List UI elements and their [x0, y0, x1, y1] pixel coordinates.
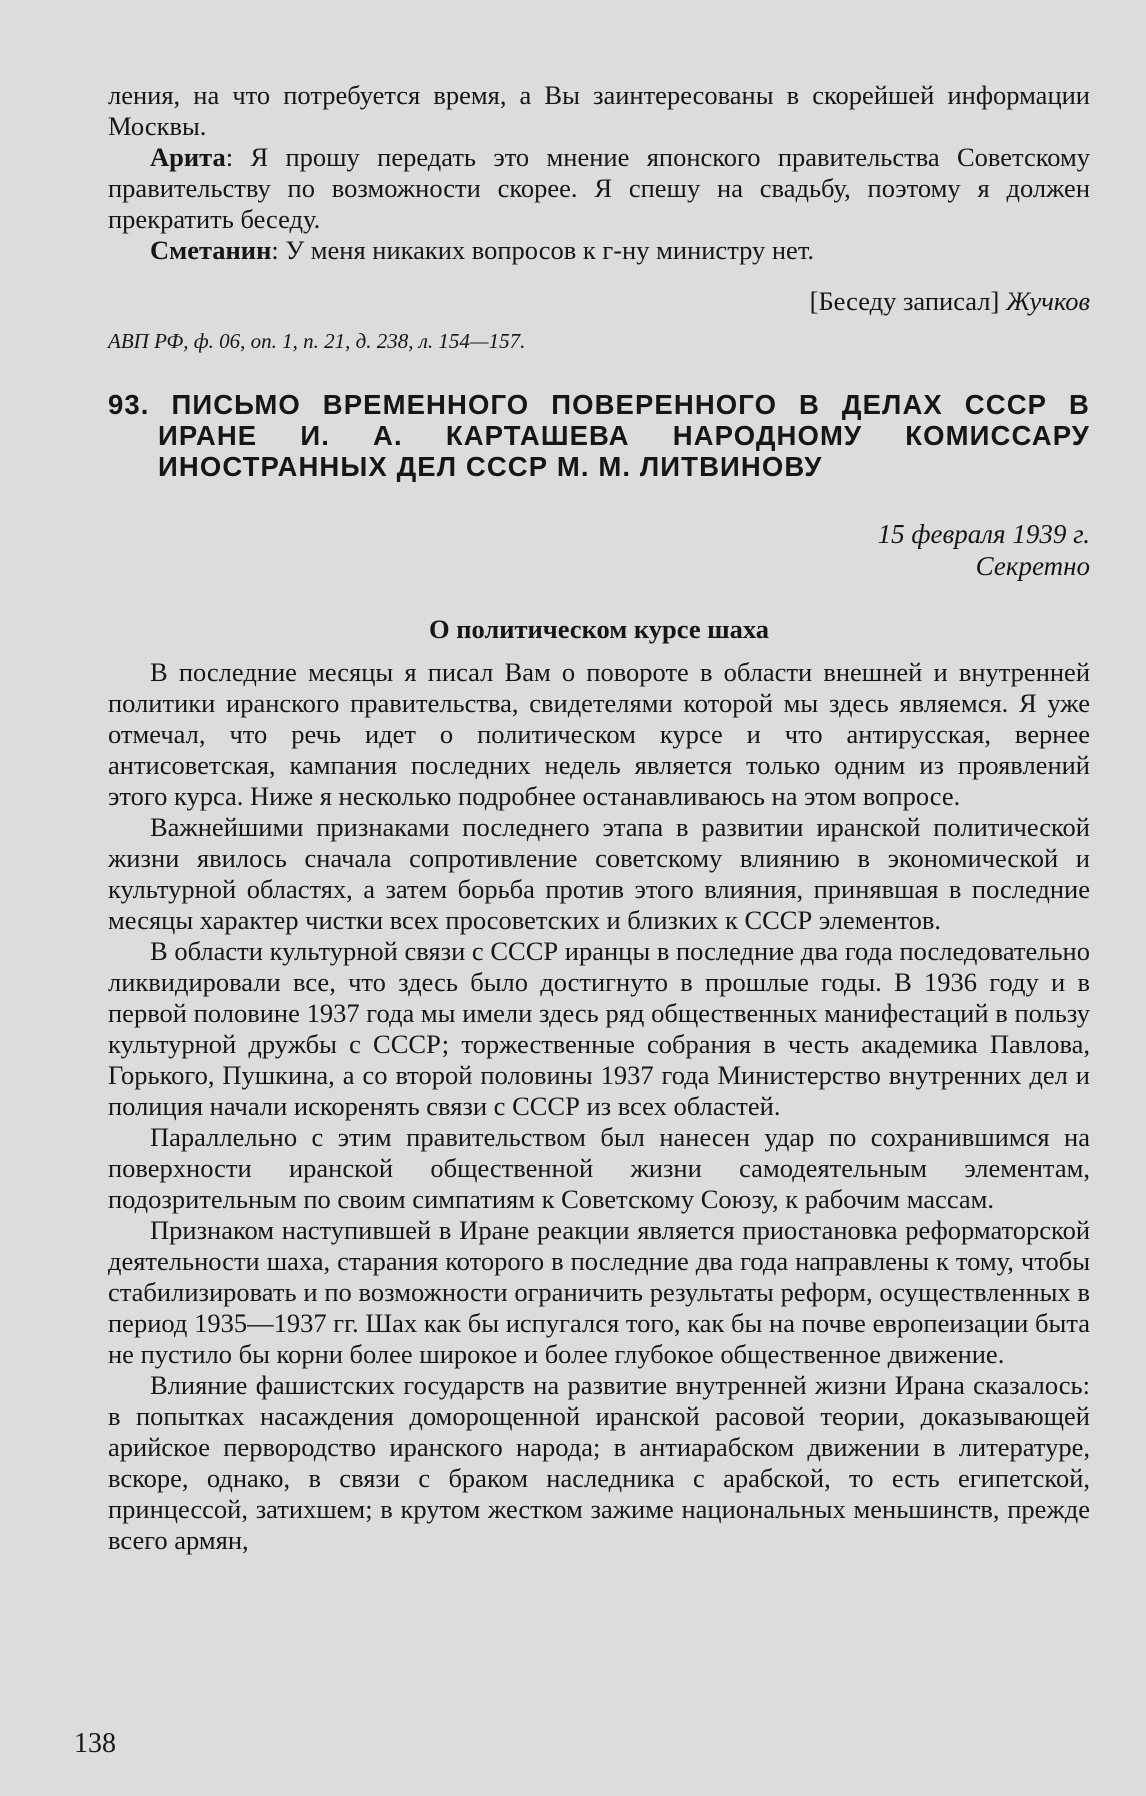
- body-paragraph: Параллельно с этим правительством был нанесен удар по сохранившимся на поверхности иранской общественной жизни самодеятельным элементам, подозрительным по своим симпатиям к Советскому Союзу, к рабочим массам.: [108, 1122, 1090, 1214]
- arita-remark: [108, 142, 1090, 235]
- classification-mark: Секретно: [975, 551, 1090, 581]
- body-paragraph: Признаком наступившей в Иране реакции является приостановка реформаторской деятельности шаха, старания которого в последние два года направлены к тому, чтобы стабилизировать и по возможности ограничить результаты реформ, осуществленных в период 1935—1937 гг. Шах как бы испугался того, как бы на почве европеизации быта не пустило бы корни более широкое и более глубокое общественное движение.: [108, 1215, 1090, 1369]
- arita-remark-text: : Я прошу передать это мнение японского правительства Советскому правительству по возможности скорее. Я спешу на свадьбу, поэтому я должен прекратить беседу.: [108, 142, 1090, 234]
- archive-reference: АВП РФ, ф. 06, оп. 1, п. 21, д. 238, л. 154—157.: [108, 329, 526, 353]
- body-paragraph: В последние месяцы я писал Вам о повороте в области внешней и внутренней политики иранского правительства, свидетелями которой мы здесь являемся. Я уже отмечал, что речь идет о политическом курсе и что антирусская, вернее антисоветская, кампания последних недель является только одним из проявлений этого курса. Ниже я несколько подробнее останавливаюсь на этом вопросе.: [108, 657, 1090, 811]
- body-paragraph: Влияние фашистских государств на развитие внутренней жизни Ирана сказалось: в попытках насаждения доморощенной иранской расовой теории, доказывающей арийское первородство иранского народа; в антиарабском движении в литературе, вскоре, однако, в связи с браком наследника с арабской, то есть египетской, принцессой, затихшем; в крутом жестком зажиме национальных меньшинств, прежде всего армян,: [108, 1370, 1090, 1555]
- signature-prefix: [Беседу записал]: [809, 286, 1000, 316]
- smetanin-remark: [108, 235, 1090, 266]
- body-paragraph: В области культурной связи с СССР иранцы в последние два года последовательно ликвидировали все, что здесь было достигнуто в прошлые годы. В 1936 году и в первой половине 1937 года мы имели здесь ряд общественных манифестаций в пользу культурной дружбы с СССР; торжественные собрания в честь академика Павлова, Горького, Пушкина, а со второй половины 1937 года Министерство внутренних дел и полиция начали искоренять связи с СССР из всех областей.: [108, 936, 1090, 1121]
- document-date: 15 февраля 1939 г.: [877, 519, 1090, 549]
- speaker-arita: Арита: [150, 142, 226, 172]
- page-number: 138: [74, 1728, 116, 1759]
- continued-paragraph: ления, на что потребуется время, а Вы заинтересованы в скорейшей информации Москвы.: [108, 80, 1090, 141]
- signature-name: Жучков: [1005, 286, 1090, 316]
- page-content: [108, 80, 1090, 1556]
- date-block: [108, 518, 1090, 582]
- body-paragraph: Важнейшими признаками последнего этапа в развитии иранской политической жизни явилось сначала сопротивление советскому влиянию в экономической и культурной областях, а затем борьба против этого влияния, принявшая в последние месяцы характер чистки всех просоветских и близких к СССР элементов.: [108, 812, 1090, 935]
- document-header: 93. ПИСЬМО ВРЕМЕННОГО ПОВЕРЕННОГО В ДЕЛАХ СССР В ИРАНЕ И. А. КАРТАШЕВА НАРОДНОМУ КОМИССАРУ ИНОСТРАННЫХ ДЕЛ СССР М. М. ЛИТВИНОВУ: [108, 389, 1090, 482]
- smetanin-remark-text: : У меня никаких вопросов к г-ну министру нет.: [271, 235, 815, 265]
- speaker-smetanin: Сметанин: [150, 235, 272, 265]
- section-subtitle: О политическом курсе шаха: [428, 614, 770, 644]
- recorder-signature: [108, 286, 1090, 317]
